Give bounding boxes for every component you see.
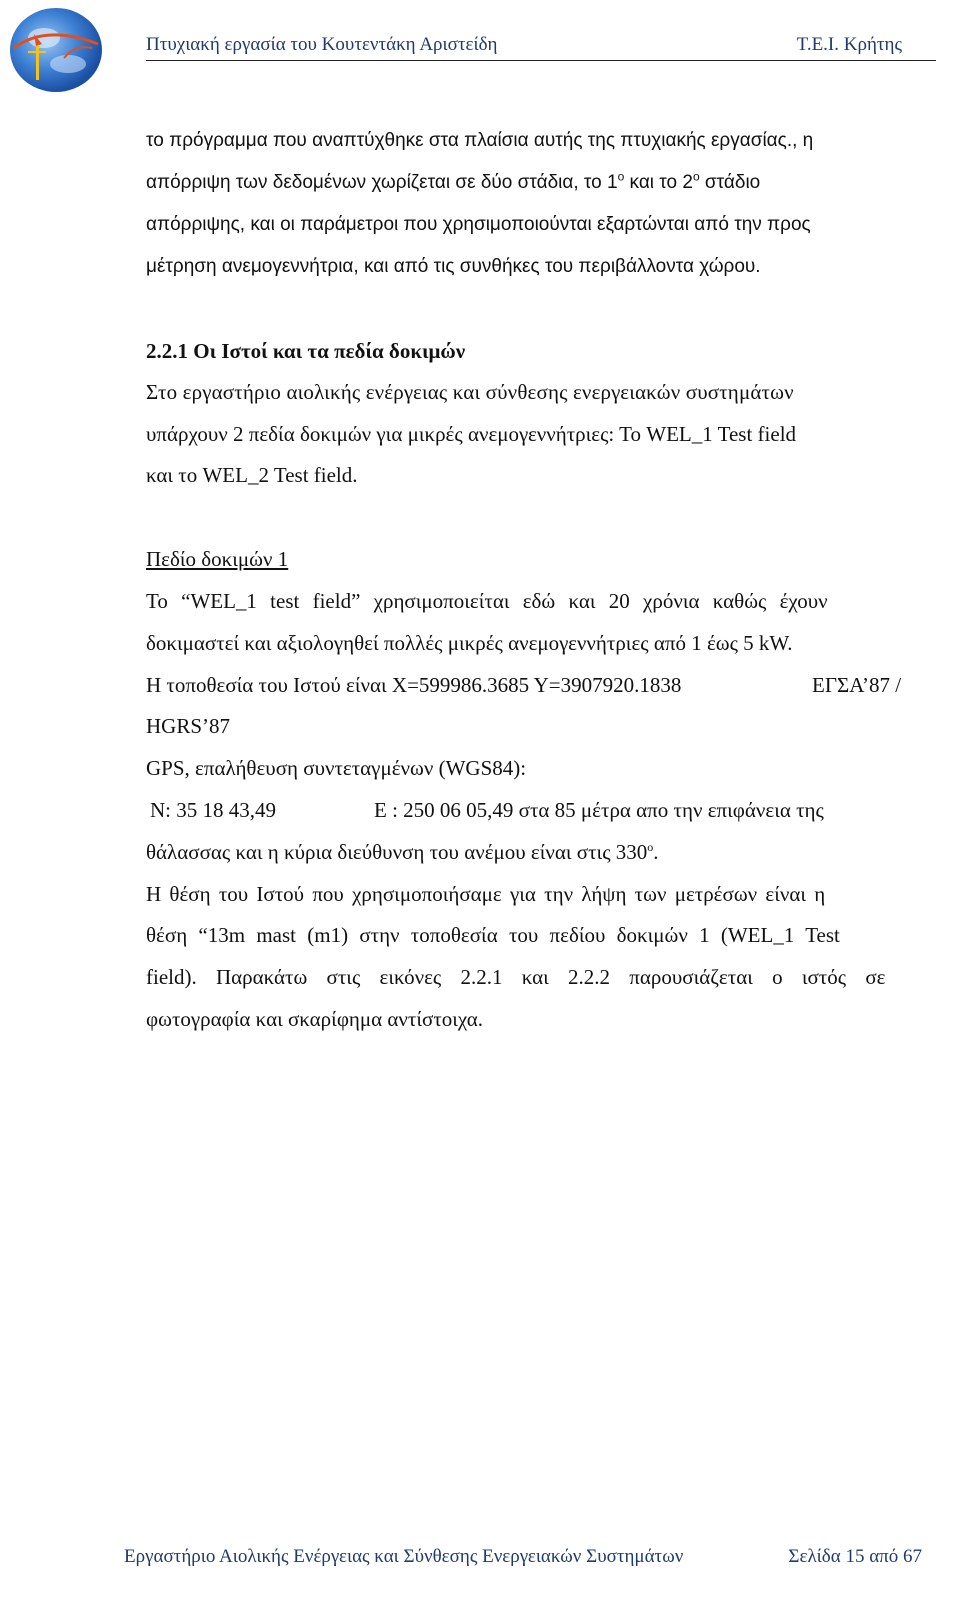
- field1-line-7: [146, 839, 659, 865]
- intro-line-3: απόρριψης, και οι παράμετροι που χρησιμοποιούνται εξαρτώνται από την προς: [146, 214, 811, 235]
- field1-line-4: HGRS’87: [146, 714, 231, 738]
- section-heading: 2.2.1 Οι Ιστοί και τα πεδία δοκιμών: [146, 339, 466, 363]
- superscript-1: ο: [617, 169, 625, 184]
- header-institution: Τ.Ε.Ι. Κρήτης: [796, 34, 902, 55]
- degree-superscript: ο: [647, 840, 654, 854]
- footer-page-number: Σελίδα 15 από 67: [788, 1546, 922, 1567]
- field1-line-7-b: .: [653, 840, 659, 864]
- field1-line-3a: Η τοποθεσία του Ιστού είναι X=599986.3685 Y=3907920.1838: [146, 673, 682, 697]
- section-line-1: Στο εργαστήριο αιολικής ενέργειας και σύνθεσης ενεργειακών συστημάτων: [146, 380, 794, 404]
- header-title: Πτυχιακή εργασία του Κουτεντάκη Αριστείδη: [146, 34, 498, 55]
- field1-line-11: φωτογραφία και σκαρίφημα αντίστοιχα.: [146, 1007, 484, 1031]
- field1-line-10: field). Παρακάτω στις εικόνες 2.2.1 και 2.2.2 παρουσιάζεται ο ιστός σε: [146, 965, 886, 989]
- field1-line-8: Η θέση του Ιστού που χρησιμοποιήσαμε για την λήψη των μετρέσων είναι η: [146, 882, 826, 906]
- field1-line-2: δοκιμαστεί και αξιολογηθεί πολλές μικρές ανεμογεννήτριες από 1 έως 5 kW.: [146, 631, 793, 655]
- field1-line-9: θέση “13m mast (m1) στην τοποθεσία του πεδίου δοκιμών 1 (WEL_1 Test: [146, 923, 840, 947]
- header-divider: [146, 60, 936, 61]
- intro-line-4: μέτρηση ανεμογεννήτρια, και από τις συνθήκες του περιβάλλοντα χώρου.: [146, 256, 761, 277]
- tei-crete-logo: [6, 4, 104, 94]
- field1-line-5: GPS, επαλήθευση συντεταγμένων (WGS84):: [146, 756, 527, 780]
- section-line-3: και το WEL_2 Test field.: [146, 463, 358, 487]
- field1-line-7-a: θάλασσας και η κύρια διεύθυνση του ανέμου είναι στις 330: [146, 840, 648, 864]
- intro-line-2-a: απόρριψη των δεδομένων χωρίζεται σε δύο στάδια, το 1: [146, 172, 618, 193]
- intro-line-2-b: και το 2: [624, 172, 693, 193]
- field1-line-6b: E : 250 06 05,49 στα 85 μέτρα απο την επιφάνεια της: [374, 798, 824, 822]
- footer-lab-name: Εργαστήριο Αιολικής Ενέργειας και Σύνθεσης Ενεργειακών Συστημάτων: [124, 1546, 684, 1567]
- field1-line-1: Το “WEL_1 test field” χρησιμοποιείται εδώ και 20 χρόνια καθώς έχουν: [146, 589, 828, 613]
- intro-line-2-c: στάδιο: [699, 172, 761, 193]
- superscript-2: ο: [692, 169, 700, 184]
- field1-title: Πεδίο δοκιμών 1: [146, 547, 289, 571]
- intro-line-2: [146, 170, 933, 196]
- section-line-2: υπάρχουν 2 πεδία δοκιμών για μικρές ανεμογεννήτριες: Το WEL_1 Test field: [146, 422, 797, 446]
- field1-line-6a: N: 35 18 43,49: [150, 798, 276, 822]
- field1-line-3b: ΕΓΣΑ’87 /: [812, 673, 902, 697]
- intro-line-1: το πρόγραμμα που αναπτύχθηκε στα πλαίσια αυτής της πτυχιακής εργασίας., η: [146, 130, 814, 151]
